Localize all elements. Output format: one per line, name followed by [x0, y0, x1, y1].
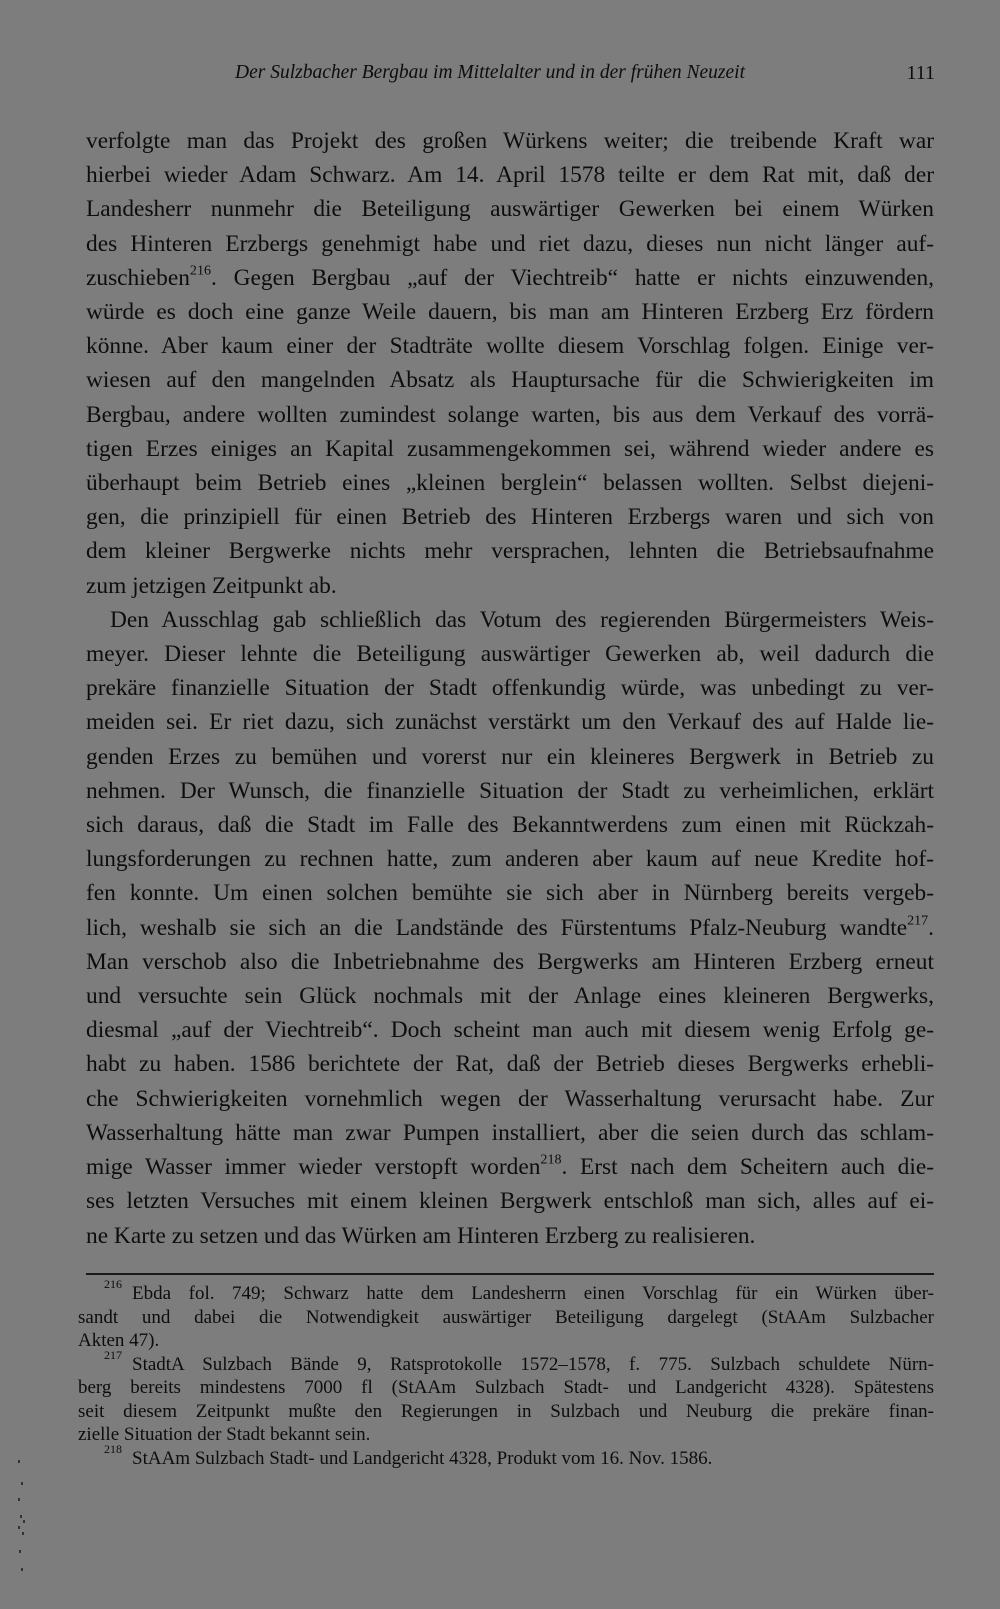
text-segment: . Erst nach dem Scheitern auch die-: [561, 1154, 935, 1181]
footnote-number: 217: [104, 1347, 122, 1362]
text-line: ses letzten Versuches mit einem kleinen Bergwerk entschloß man sich, alles auf ei-: [86, 1188, 934, 1215]
text-line: prekäre finanzielle Situation der Stadt offenkundig würde, was unbedingt zu ver-: [86, 675, 934, 702]
text-line: würde es doch eine ganze Weile dauern, bis man am Hinteren Erzberg Erz fördern: [86, 299, 934, 326]
footnote-reference: 217: [907, 912, 929, 929]
footnote-divider: [86, 1273, 934, 1275]
text-line: dem kleiner Bergwerke nichts mehr versprachen, lehnten die Betriebsaufnahme: [86, 538, 934, 565]
footnote-reference: 216: [189, 262, 211, 279]
text-segment: .: [928, 914, 934, 941]
footnote-reference: 218: [540, 1151, 562, 1168]
text-line: diesmal „auf der Viechtreib“. Doch scheint man auch mit diesem wenig Erfolg ge-: [86, 1017, 934, 1044]
text-line: verfolgte man das Projekt des großen Würkens weiter; die treibende Kraft war: [86, 128, 934, 154]
running-header: [235, 58, 935, 88]
text-line: [86, 911, 934, 945]
footnote-line: zielle Situation der Stadt bekannt sein.: [78, 1424, 371, 1445]
text-line: lungsforderungen zu rechnen hatte, zum anderen aber kaum auf neue Kredite hof-: [86, 846, 934, 873]
main-text: [86, 124, 934, 1253]
text-line: hierbei wieder Adam Schwarz. Am 14. April 1578 teilte er dem Rat mit, daß der: [86, 162, 934, 189]
text-line: wiesen auf den mangelnden Absatz als Hauptursache für die Schwierigkeiten im: [86, 367, 934, 394]
text-line: genden Erzes zu bemühen und vorerst nur ein kleineres Bergwerk in Betrieb zu: [86, 743, 934, 770]
text-line: zum jetzigen Zeitpunkt ab.: [86, 572, 337, 599]
footnote-216: [78, 1277, 934, 1353]
text-line: fen konnte. Um einen solchen bemühte sie sich aber in Nürnberg bereits vergeb-: [86, 880, 934, 907]
text-segment: zuschieben: [86, 264, 190, 291]
footnote-line: berg bereits mindestens 7000 fl (StAAm Sulzbach Stadt- und Landgericht 4328). Spätestens: [78, 1377, 934, 1398]
page-number: 111: [906, 62, 935, 84]
text-line: [86, 261, 934, 295]
footnote-line: sandt und dabei die Notwendigkeit auswärtiger Beteiligung dargelegt (StAAm Sulzbacher: [78, 1306, 934, 1328]
text-segment: . Gegen Bergbau „auf der Viechtreib“ hatte er nichts einzuwenden,: [210, 264, 934, 291]
footnote-217: [78, 1347, 934, 1447]
footnote-218: [78, 1441, 934, 1471]
footnote-line: [78, 1441, 934, 1471]
footnote-text: StadtA Sulzbach Bände 9, Ratsprotokolle 1572–1578, f. 775. Sulzbach schuldete Nürn-: [132, 1353, 934, 1375]
text-line: tigen Erzes einiges an Kapital zusammengekommen sei, während wieder andere es: [86, 435, 934, 462]
text-line: gen, die prinzipiell für einen Betrieb des Hinteren Erzbergs waren und sich von: [86, 504, 934, 531]
footnote-line: seit diesem Zeitpunkt mußte den Regierungen in Sulzbach und Neuburg die prekäre finan-: [78, 1400, 934, 1422]
text-line: könne. Aber kaum einer der Stadträte wollte diesem Vorschlag folgen. Einige ver-: [86, 333, 934, 360]
text-line: ne Karte zu setzen und das Würken am Hinteren Erzberg zu realisieren.: [86, 1222, 756, 1249]
text-line: des Hinteren Erzbergs genehmigt habe und riet dazu, dieses nun nicht länger auf-: [86, 230, 934, 257]
footnotes: [78, 1277, 934, 1470]
text-line: sich daraus, daß die Stadt im Falle des Bekanntwerdens zum einen mit Rückzah-: [86, 812, 934, 839]
text-line: meyer. Dieser lehnte die Beteiligung auswärtiger Gewerken ab, weil dadurch die: [86, 641, 934, 668]
running-title: Der Sulzbacher Bergbau im Mittelalter und in der frühen Neuzeit: [235, 62, 745, 83]
text-line: Landesherr nunmehr die Beteiligung auswärtiger Gewerken bei einem Würken: [86, 196, 934, 223]
text-segment: lich, weshalb sie sich an die Landstände des Fürstentums Pfalz-Neuburg wandte: [86, 914, 908, 941]
footnote-number: 218: [104, 1441, 122, 1456]
text-segment: mige Wasser immer wieder verstopft worden: [86, 1154, 541, 1181]
footnote-number: 216: [104, 1277, 122, 1292]
text-line: Wasserhaltung hätte man zwar Pumpen installiert, aber die seien durch das schlam-: [86, 1119, 934, 1146]
footnote-line: [78, 1277, 934, 1306]
text-line: Bergbau, andere wollten zumindest solange warten, bis aus dem Verkauf des vorrä-: [86, 401, 934, 428]
text-line: Man verschob also die Inbetriebnahme des Bergwerks am Hinteren Erzberg erneut: [86, 948, 934, 975]
scan-margin-specks: [18, 1460, 28, 1580]
text-line: nehmen. Der Wunsch, die finanzielle Situation der Stadt zu verheimlichen, erklärt: [86, 777, 934, 804]
footnote-line: [78, 1347, 934, 1377]
text-line: che Schwierigkeiten vornehmlich wegen der Wasserhaltung verursacht habe. Zur: [86, 1085, 934, 1112]
footnote-text: StAAm Sulzbach Stadt- und Landgericht 4328, Produkt vom 16. Nov. 1586.: [132, 1447, 713, 1469]
text-line: und versuchte sein Glück nochmals mit der Anlage eines kleineren Bergwerks,: [86, 983, 934, 1010]
footnote-text: Ebda fol. 749; Schwarz hatte dem Landesherrn einen Vorschlag für ein Würken über-: [132, 1283, 934, 1304]
text-line: [86, 1150, 934, 1184]
text-line: überhaupt beim Betrieb eines „kleinen berglein“ belassen wollten. Selbst diejeni-: [86, 470, 934, 497]
text-line: habt zu haben. 1586 berichtete der Rat, daß der Betrieb dieses Bergwerks erhebli-: [86, 1051, 934, 1078]
text-line: Den Ausschlag gab schließlich das Votum des regierenden Bürgermeisters Weis-: [110, 606, 934, 633]
footnote-line: Akten 47).: [78, 1330, 160, 1351]
text-line: meiden sei. Er riet dazu, sich zunächst verstärkt um den Verkauf des auf Halde lie-: [86, 709, 934, 736]
